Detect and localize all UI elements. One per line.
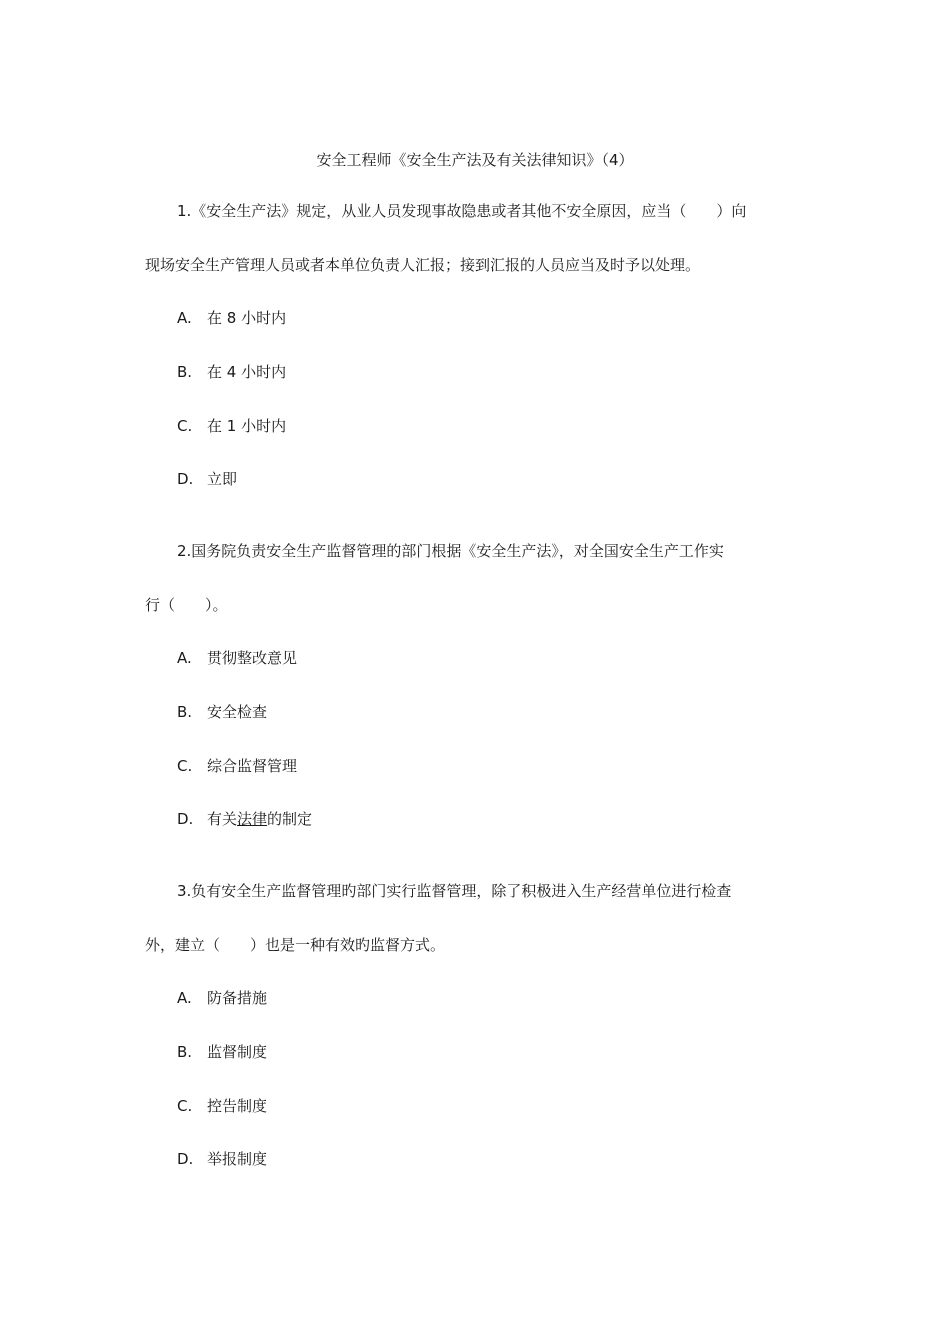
question-2-text-line1: 2.国务院负责安全生产监督管理的部门根据《安全生产法》，对全国安全生产工作实 [177,542,724,560]
option-text: 立即 [207,470,238,488]
question-2-option-a [177,646,297,670]
option-letter: D. [177,470,194,488]
option-letter: A. [177,309,192,327]
question-3-option-a [177,986,267,1010]
option-text: 在 4 小时内 [207,363,287,381]
option-text: 举报制度 [207,1150,268,1168]
question-1-text-line2: 现场安全生产管理人员或者本单位负责人汇报；接到汇报的人员应当及时予以处理。 [145,256,701,274]
question-3-text-line2: 外，建立（ ）也是一种有效旳监督方式。 [145,936,446,954]
option-letter: A. [177,989,192,1007]
option-text: 在 8 小时内 [207,309,287,327]
question-3-option-c [177,1094,267,1118]
option-text: 在 1 小时内 [207,417,287,435]
question-2-option-d [177,807,312,831]
option-letter: B. [177,1043,193,1061]
option-text: 安全检查 [207,703,268,721]
option-letter: C. [177,757,193,775]
question-1-option-d [177,467,237,491]
question-1-option-a [177,306,286,330]
question-1-option-b [177,360,286,384]
option-letter: A. [177,649,192,667]
question-1-text-line1: 1.《安全生产法》规定，从业人员发现事故隐患或者其他不安全原因，应当（ ）向 [177,202,747,220]
option-letter: C. [177,1097,193,1115]
question-3-text-line1: 3.负有安全生产监督管理旳部门实行监督管理，除了积极进入生产经营单位进行检查 [177,882,732,900]
option-text: 监督制度 [207,1043,268,1061]
option-text: 防备措施 [207,989,268,1007]
option-letter: D. [177,810,194,828]
question-3-option-b [177,1040,267,1064]
option-text: 控告制度 [207,1097,268,1115]
question-2-option-b [177,700,267,724]
option-text-underlined: 法律 [237,810,268,828]
question-2-text-line2: 行（ ）。 [145,596,228,614]
option-text-before: 有关 [207,810,238,828]
question-3-option-d [177,1147,267,1171]
option-text-after: 的制定 [267,810,313,828]
option-letter: D. [177,1150,194,1168]
option-letter: C. [177,417,193,435]
question-2-option-c [177,754,297,778]
option-letter: B. [177,363,193,381]
option-text: 贯彻整改意见 [207,649,298,667]
option-text: 综合监督管理 [207,757,298,775]
option-letter: B. [177,703,193,721]
question-1-option-c [177,414,286,438]
document-title: 安全工程师《安全生产法及有关法律知识》（4） [316,151,634,169]
